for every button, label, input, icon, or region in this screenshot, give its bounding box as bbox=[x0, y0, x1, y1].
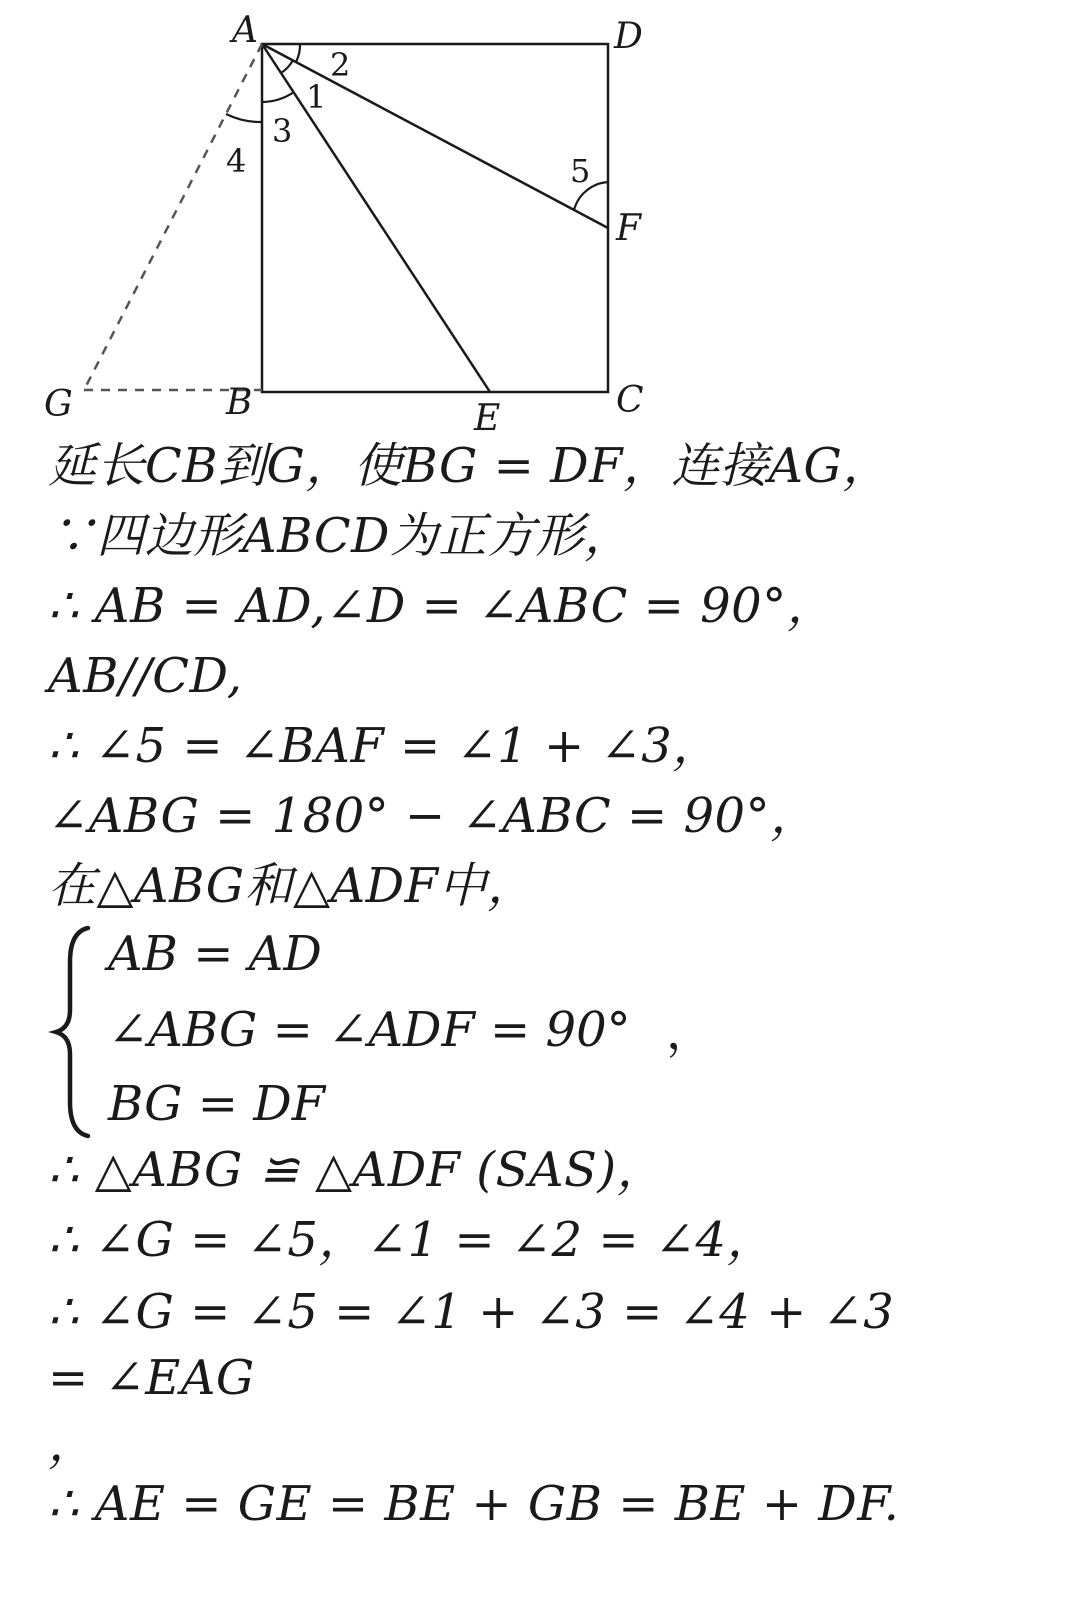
angle-label-3: 3 bbox=[272, 112, 293, 150]
proof-line-1: 延长CB到G，使BG = DF，连接AG， bbox=[48, 438, 891, 494]
label-g: G bbox=[44, 384, 73, 425]
angle-arc-4 bbox=[226, 114, 262, 122]
proof-line-4: AB//CD, bbox=[48, 648, 243, 704]
proof-line-7: 在△ABG和△ADF中， bbox=[48, 858, 536, 914]
system-eq-3: BG = DF bbox=[108, 1076, 326, 1132]
label-a: A bbox=[232, 10, 258, 51]
label-d: D bbox=[614, 16, 643, 57]
segment-ag-dashed bbox=[84, 44, 262, 390]
system-eq-2: ∠ABG = ∠ADF = 90° bbox=[108, 1002, 631, 1058]
system-suffix: ， bbox=[666, 1004, 715, 1060]
angle-arc-1 bbox=[281, 60, 293, 73]
proof-line-3: ∴ AB = AD,∠D = ∠ABC = 90°， bbox=[48, 578, 836, 634]
proof-line-2: ∵四边形ABCD为正方形， bbox=[48, 508, 633, 564]
angle-label-5: 5 bbox=[570, 152, 591, 190]
left-brace bbox=[48, 922, 108, 1142]
proof-line-8: ∴ △ABG ≌ △ADF (SAS)， bbox=[48, 1142, 666, 1198]
angle-label-1: 1 bbox=[306, 78, 327, 116]
proof-line-13: ∴ AE = GE = BE + GB = BE + DF. bbox=[48, 1476, 900, 1532]
segment-af bbox=[262, 44, 608, 228]
geometry-figure bbox=[0, 0, 1080, 450]
proof-line-10: ∴ ∠G = ∠5 = ∠1 + ∠3 = ∠4 + ∠3 bbox=[48, 1284, 895, 1340]
angle-arc-2 bbox=[296, 44, 300, 62]
proof-line-9: ∴ ∠G = ∠5，∠1 = ∠2 = ∠4， bbox=[48, 1212, 776, 1268]
angle-arc-3 bbox=[262, 92, 294, 102]
angle-label-4: 4 bbox=[226, 142, 247, 180]
proof-line-6: ∠ABG = 180° − ∠ABC = 90°， bbox=[48, 788, 819, 844]
label-e: E bbox=[474, 398, 501, 439]
label-b: B bbox=[226, 382, 253, 423]
label-c: C bbox=[616, 380, 644, 421]
proof-line-11: = ∠EAG bbox=[48, 1350, 255, 1406]
proof-line-12: ， bbox=[48, 1416, 97, 1472]
equation-system bbox=[48, 922, 768, 1142]
proof-line-5: ∴ ∠5 = ∠BAF = ∠1 + ∠3， bbox=[48, 718, 721, 774]
angle-label-2: 2 bbox=[330, 46, 351, 84]
segment-ae bbox=[262, 44, 490, 392]
label-f: F bbox=[616, 208, 641, 249]
system-eq-1: AB = AD bbox=[108, 926, 322, 982]
